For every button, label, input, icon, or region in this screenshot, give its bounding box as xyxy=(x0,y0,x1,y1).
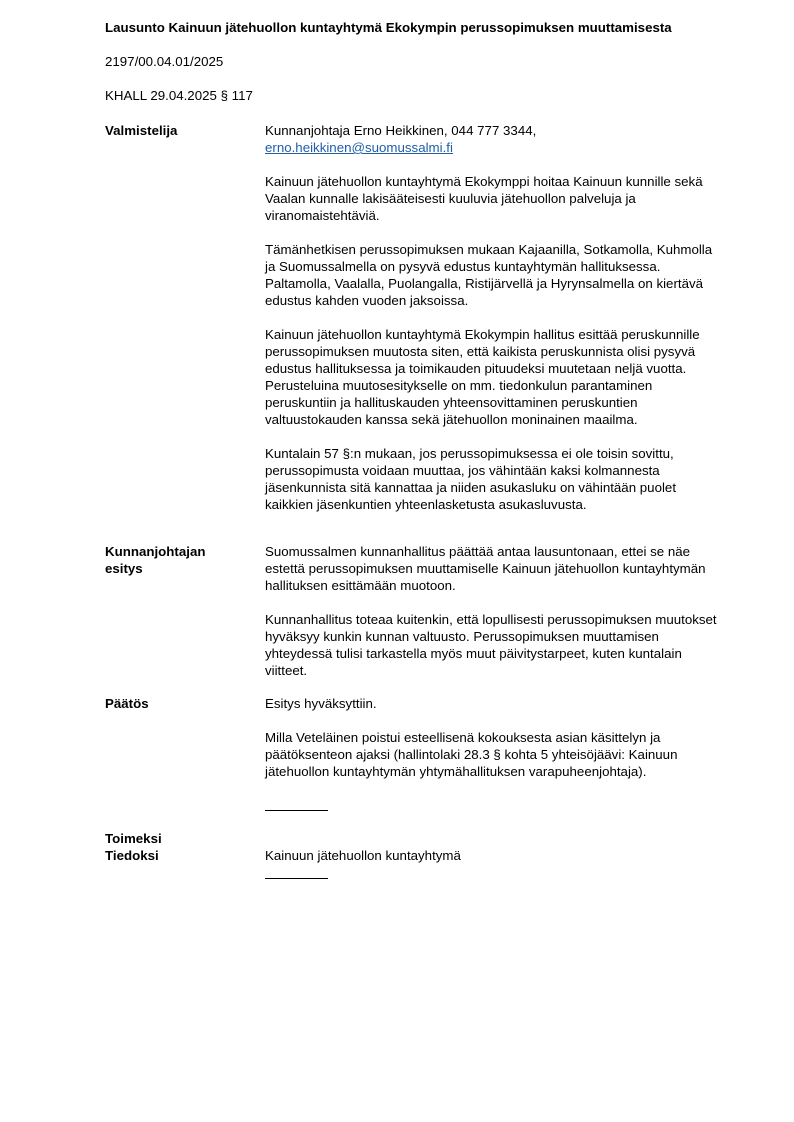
footer-divider-rule xyxy=(265,878,328,879)
preparer-contact: Kunnanjohtaja Erno Heikkinen, 044 777 3344, xyxy=(265,123,537,138)
paatos-label: Päätös xyxy=(105,696,149,711)
valmistelija-paragraph: Kainuun jätehuollon kuntayhtymä Ekokymppi hoitaa Kainuun kunnille sekä Vaalan kunnalle lakisääteisesti kuuluvia jätehuollon palveluja ja viranomaistehtäviä. xyxy=(265,174,703,223)
paatos-section xyxy=(265,695,725,780)
tiedoksi-recipient: Kainuun jätehuollon kuntayhtymä xyxy=(265,848,461,863)
valmistelija-paragraph: Kuntalain 57 §:n mukaan, jos perussopimuksessa ei ole toisin sovittu, perussopimusta voidaan muuttaa, jos vähintään kaksi kolmannesta jäsenkunnista sitä kannattaa ja niiden asukasluku on vähintään puolet kaikkien jäsenkuntien yhteenlasketusta asukasluvusta. xyxy=(265,446,677,512)
esitys-paragraph: Kunnanhallitus toteaa kuitenkin, että lopullisesti perussopimuksen muutokset hyväksyy kunkin kunnan valtuusto. Perussopimuksen muuttamisen yhteydessä tulisi tarkastella myös muut päivitystarpeet, kuten kuntalain viitteet. xyxy=(265,612,717,678)
paatos-paragraph: Esitys hyväksyttiin. xyxy=(265,696,377,711)
paatos-paragraph: Milla Veteläinen poistui esteellisenä kokouksesta asian käsittelyn ja päätöksenteon ajaksi (hallintolaki 28.3 § kohta 5 yhteisöjäävi: Kainuun jätehuollon kuntayhtymän yhtymähallituksen varapuheenjohtaja). xyxy=(265,730,678,779)
section-divider-rule xyxy=(265,810,328,811)
valmistelija-section xyxy=(265,122,725,513)
diary-number: 2197/00.04.01/2025 xyxy=(105,54,224,69)
valmistelija-paragraph: Tämänhetkisen perussopimuksen mukaan Kajaanilla, Sotkamolla, Kuhmolla ja Suomussalmella on pysyvä edustus kuntayhtymän hallituksessa. Paltamolla, Vaalalla, Puolangalla, Ristijärvellä ja Hyrynsalmella on kiertävä edustus kahden vuoden jaksoissa. xyxy=(265,242,713,308)
document-title: Lausunto Kainuun jätehuollon kuntayhtymä Ekokympin perussopimuksen muuttamisesta xyxy=(105,20,672,35)
tiedoksi-label: Tiedoksi xyxy=(105,848,159,863)
toimeksi-label: Toimeksi xyxy=(105,831,162,846)
esitys-label-line2: esitys xyxy=(105,561,143,576)
valmistelija-paragraph: Kainuun jätehuollon kuntayhtymä Ekokympin hallitus esittää peruskunnille perussopimuksen muutosta siten, että kaikista peruskunnista olisi pysyvä edustus hallituksessa ja toimikauden pituudeksi muutetaan neljä vuotta. Perusteluina muutosesitykselle on mm. tiedonkulun parantaminen peruskuntiin ja hallituskauden yhteensovittaminen peruskuntien valtuustokauden kanssa sekä jätehuollon moninainen maailma. xyxy=(265,327,700,427)
esitys-label-line1: Kunnanjohtajan xyxy=(105,544,206,559)
esitys-label xyxy=(105,543,205,577)
valmistelija-label: Valmistelija xyxy=(105,123,178,138)
meeting-reference: KHALL 29.04.2025 § 117 xyxy=(105,88,253,103)
esitys-section xyxy=(265,543,725,679)
preparer-email-link[interactable]: erno.heikkinen@suomussalmi.fi xyxy=(265,140,453,155)
esitys-paragraph: Suomussalmen kunnanhallitus päättää antaa lausuntonaan, ettei se näe estettä perussopimuksen muuttamiselle Kainuun jätehuollon kuntayhtymän hallituksen esittämään muotoon. xyxy=(265,544,706,593)
